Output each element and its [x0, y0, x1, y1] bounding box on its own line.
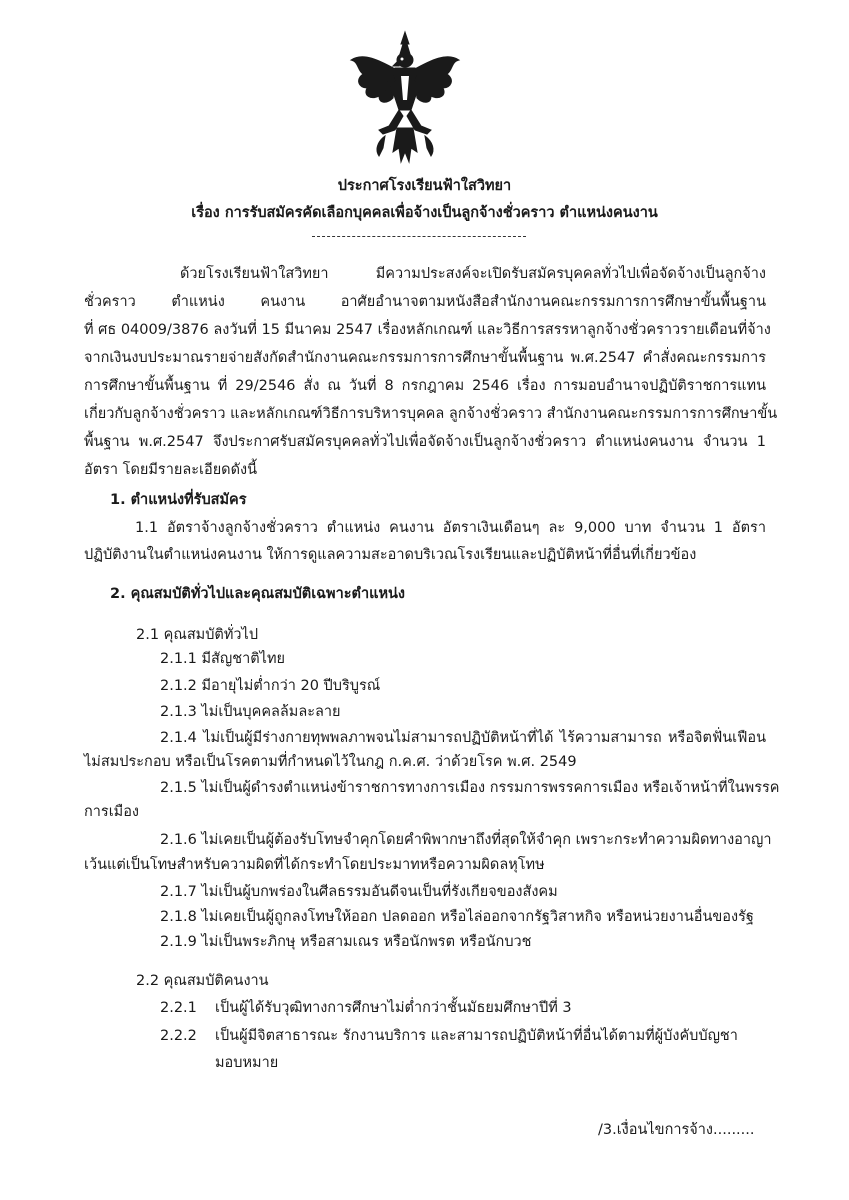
intro-line: ชั่วคราว ตำแหน่ง คนงาน อาศัยอำนาจตามหนังสือสำนักงานคณะกรรมการการศึกษาขั้นพื้นฐาน [84, 294, 766, 310]
intro-line: จากเงินงบประมาณรายจ่ายสังกัดสำนักงานคณะกรรมการการศึกษาขั้นพื้นฐาน พ.ศ.2547 คำสั่งคณะกรรมการ [84, 350, 766, 366]
intro-line: เกี่ยวกับลูกจ้างชั่วคราว และหลักเกณฑ์วิธีการบริหารบุคคล ลูกจ้างชั่วคราว สำนักงานคณะกรรมการการศึกษาขั้น [84, 406, 778, 422]
title-divider [312, 236, 526, 237]
section-1-line: 1.1 อัตราจ้างลูกจ้างชั่วคราว ตำแหน่ง คนงาน อัตราเงินเดือนๆ ละ 9,000 บาท จำนวน 1 อัตรา [135, 520, 766, 536]
announcement-title: ประกาศโรงเรียนฟ้าใสวิทยา [337, 178, 512, 194]
worker-qualification-text: เป็นผู้มีจิตสาธารณะ รักงานบริการ และสามารถปฏิบัติหน้าที่อื่นได้ตามที่ผู้บังคับบัญชา [215, 1028, 738, 1044]
intro-line: อัตรา โดยมีรายละเอียดดังนี้ [84, 462, 258, 478]
continued-note: /3.เงื่อนไขการจ้าง......... [598, 1122, 755, 1138]
qualification-item-cont: ไม่สมประกอบ หรือเป็นโรคตามที่กำหนดไว้ในกฎ ก.ค.ศ. ว่าด้วยโรค พ.ศ. 2549 [84, 754, 577, 770]
intro-line: พื้นฐาน พ.ศ.2547 จึงประกาศรับสมัครบุคคลทั่วไปเพื่อจัดจ้างเป็นลูกจ้างชั่วคราว ตำแหน่งคนงาน จำนวน 1 [84, 434, 766, 450]
qualification-item: 2.1.7 ไม่เป็นผู้บกพร่องในศีลธรรมอันดีจนเป็นที่รังเกียจของสังคม [160, 884, 558, 900]
section-1-line: ปฏิบัติงานในตำแหน่งคนงาน ให้การดูแลความสะอาดบริเวณโรงเรียนและปฏิบัติหน้าที่อื่นที่เกี่ยวข้อง [84, 547, 697, 563]
qualification-item: 2.1.3 ไม่เป็นบุคคลล้มละลาย [160, 704, 341, 720]
intro-line: การศึกษาขั้นพื้นฐาน ที่ 29/2546 สั่ง ณ วันที่ 8 กรกฎาคม 2546 เรื่อง การมอบอำนาจปฏิบัติราชการแทน [84, 378, 766, 394]
garuda-emblem-icon [349, 30, 461, 170]
qualification-item: 2.1.9 ไม่เป็นพระภิกษุ หรือสามเณร หรือนักพรต หรือนักบวช [160, 934, 532, 950]
subsection-2-1-heading: 2.1 คุณสมบัติทั่วไป [136, 627, 259, 643]
qualification-item: 2.1.5 ไม่เป็นผู้ดำรงตำแหน่งข้าราชการทางการเมือง กรรมการพรรคการเมือง หรือเจ้าหน้าที่ในพรรค [160, 780, 780, 796]
worker-qualification-number: 2.2.1 [160, 1000, 197, 1016]
qualification-item-cont: เว้นแต่เป็นโทษสำหรับความผิดที่ได้กระทำโดยประมาทหรือความผิดลหุโทษ [84, 857, 545, 873]
qualification-item-cont: การเมือง [84, 804, 140, 820]
section-1-heading: 1. ตำแหน่งที่รับสมัคร [110, 492, 247, 508]
announcement-subject: เรื่อง การรับสมัครคัดเลือกบุคคลเพื่อจ้างเป็นลูกจ้างชั่วคราว ตำแหน่งคนงาน [191, 205, 658, 221]
worker-qualification-cont: มอบหมาย [215, 1055, 279, 1071]
qualification-item: 2.1.1 มีสัญชาติไทย [160, 651, 286, 667]
subsection-2-2-heading: 2.2 คุณสมบัติคนงาน [136, 973, 269, 989]
qualification-item: 2.1.8 ไม่เคยเป็นผู้ถูกลงโทษให้ออก ปลดออก หรือไล่ออกจากรัฐวิสาหกิจ หรือหน่วยงานอื่นของรัฐ [160, 909, 754, 925]
intro-line: ด้วยโรงเรียนฟ้าใสวิทยา มีความประสงค์จะเปิดรับสมัครบุคคลทั่วไปเพื่อจัดจ้างเป็นลูกจ้าง [180, 266, 766, 282]
worker-qualification-text: เป็นผู้ได้รับวุฒิทางการศึกษาไม่ต่ำกว่าชั้นมัธยมศึกษาปีที่ 3 [215, 1000, 572, 1016]
qualification-item: 2.1.6 ไม่เคยเป็นผู้ต้องรับโทษจำคุกโดยคำพิพากษาถึงที่สุดให้จำคุก เพราะกระทำความผิดทางอาญา [160, 832, 772, 848]
qualification-item: 2.1.2 มีอายุไม่ต่ำกว่า 20 ปีบริบูรณ์ [160, 678, 381, 694]
section-2-heading: 2. คุณสมบัติทั่วไปและคุณสมบัติเฉพาะตำแหน่ง [110, 586, 405, 602]
qualification-item: 2.1.4 ไม่เป็นผู้มีร่างกายทุพพลภาพจนไม่สามารถปฏิบัติหน้าที่ได้ ไร้ความสามารถ หรือจิตฟั่นเฟือน [160, 730, 766, 746]
intro-line: ที่ ศธ 04009/3876 ลงวันที่ 15 มีนาคม 2547 เรื่องหลักเกณฑ์ และวิธีการสรรหาลูกจ้างชั่วคราวรายเดือนที่จ้าง [84, 322, 771, 338]
worker-qualification-number: 2.2.2 [160, 1028, 197, 1044]
